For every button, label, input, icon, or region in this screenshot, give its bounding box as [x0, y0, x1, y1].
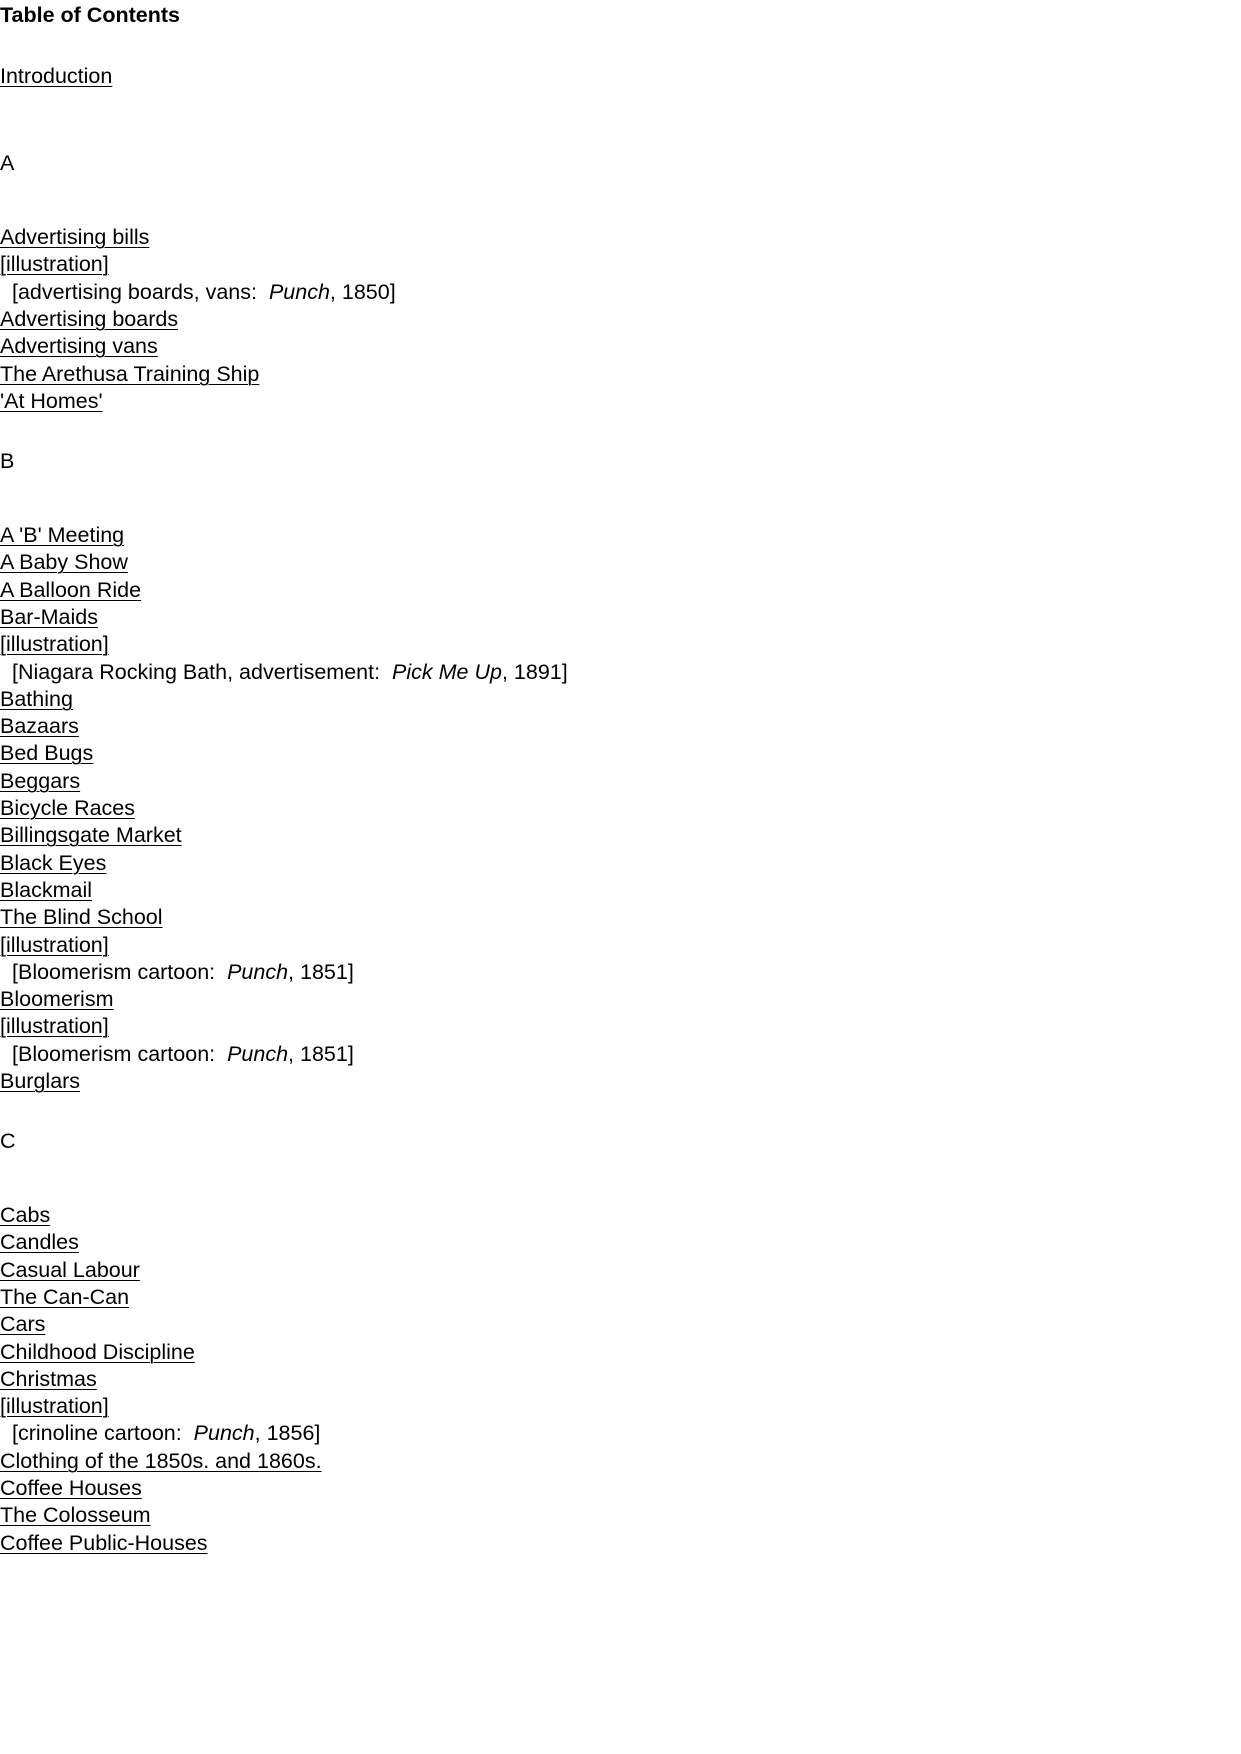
illustration-link[interactable]: [illustration]	[0, 1394, 109, 1418]
toc-entry-link[interactable]: Bar-Maids	[0, 605, 98, 629]
toc-entry-link[interactable]: Advertising vans	[0, 334, 158, 358]
caption-date: , 1891]	[501, 660, 568, 684]
section-letter-c: C	[0, 1129, 16, 1153]
toc-link-introduction[interactable]: Introduction	[0, 64, 113, 88]
toc-entry-link[interactable]: Childhood Discipline	[0, 1340, 195, 1364]
illustration-link[interactable]: [illustration]	[0, 933, 109, 957]
toc-entry-link[interactable]: Beggars	[0, 769, 81, 793]
toc-entry-link[interactable]: Bloomerism	[0, 987, 114, 1011]
toc-entry-link[interactable]: The Blind School	[0, 905, 163, 929]
toc-entry-link[interactable]: Billingsgate Market	[0, 823, 182, 847]
toc-entry-link[interactable]: Bicycle Races	[0, 796, 136, 820]
toc-entry-link[interactable]: The Can-Can	[0, 1285, 130, 1309]
caption-date: , 1851]	[288, 960, 354, 984]
publication-name: Punch	[193, 1421, 255, 1445]
illustration-caption	[0, 657, 568, 687]
toc-entry-link[interactable]: Blackmail	[0, 878, 92, 902]
page-title: Table of Contents	[0, 3, 180, 27]
caption-date: , 1856]	[254, 1421, 321, 1445]
illustration-caption	[0, 277, 396, 307]
toc-entry-link[interactable]: Bed Bugs	[0, 741, 94, 765]
publication-name: Punch	[227, 1042, 289, 1066]
toc-entry-link[interactable]: A Baby Show	[0, 550, 128, 574]
toc-entry-link[interactable]: Christmas	[0, 1367, 97, 1391]
toc-entry-link[interactable]: A 'B' Meeting	[0, 523, 125, 547]
publication-name: Punch	[268, 280, 330, 304]
toc-entry-link[interactable]: Advertising boards	[0, 307, 179, 331]
toc-entry-link[interactable]: Cars	[0, 1312, 46, 1336]
caption-date: , 1850]	[329, 280, 396, 304]
caption-date: , 1851]	[288, 1042, 354, 1066]
caption-text: [advertising boards, vans:	[12, 280, 269, 304]
caption-text: [Bloomerism cartoon:	[12, 1042, 228, 1066]
caption-text: [crinoline cartoon:	[12, 1421, 194, 1445]
caption-text: [Niagara Rocking Bath, advertisement:	[12, 660, 393, 684]
toc-entry-link[interactable]: Coffee Public-Houses	[0, 1531, 208, 1555]
toc-entry-link[interactable]: Cabs	[0, 1203, 51, 1227]
toc-entry-link[interactable]: Casual Labour	[0, 1258, 140, 1282]
toc-entry-link[interactable]: Bazaars	[0, 714, 79, 738]
toc-entry-link[interactable]: Bathing	[0, 687, 73, 711]
illustration-caption	[0, 957, 354, 987]
toc-entry-link[interactable]: Coffee Houses	[0, 1476, 142, 1500]
illustration-caption	[0, 1418, 320, 1448]
toc-entry-link[interactable]: The Arethusa Training Ship	[0, 362, 260, 386]
toc-entry-link[interactable]: Burglars	[0, 1069, 81, 1093]
publication-name: Pick Me Up	[392, 660, 502, 684]
toc-entry-link[interactable]: 'At Homes'	[0, 389, 103, 413]
toc-entry-link[interactable]: The Colosseum	[0, 1503, 151, 1527]
publication-name: Punch	[227, 960, 289, 984]
toc-entry-link[interactable]: A Balloon Ride	[0, 578, 142, 602]
toc-entry-link[interactable]: Candles	[0, 1230, 79, 1254]
toc-entry-link[interactable]: Black Eyes	[0, 851, 107, 875]
illustration-link[interactable]: [illustration]	[0, 252, 109, 276]
illustration-link[interactable]: [illustration]	[0, 1014, 109, 1038]
section-letter-a: A	[0, 151, 15, 175]
toc-entry-link[interactable]: Advertising bills	[0, 225, 150, 249]
illustration-link[interactable]: [illustration]	[0, 632, 109, 656]
toc-entry-link[interactable]: Clothing of the 1850s. and 1860s.	[0, 1449, 322, 1473]
section-letter-b: B	[0, 449, 15, 473]
illustration-caption	[0, 1039, 354, 1069]
caption-text: [Bloomerism cartoon:	[12, 960, 228, 984]
